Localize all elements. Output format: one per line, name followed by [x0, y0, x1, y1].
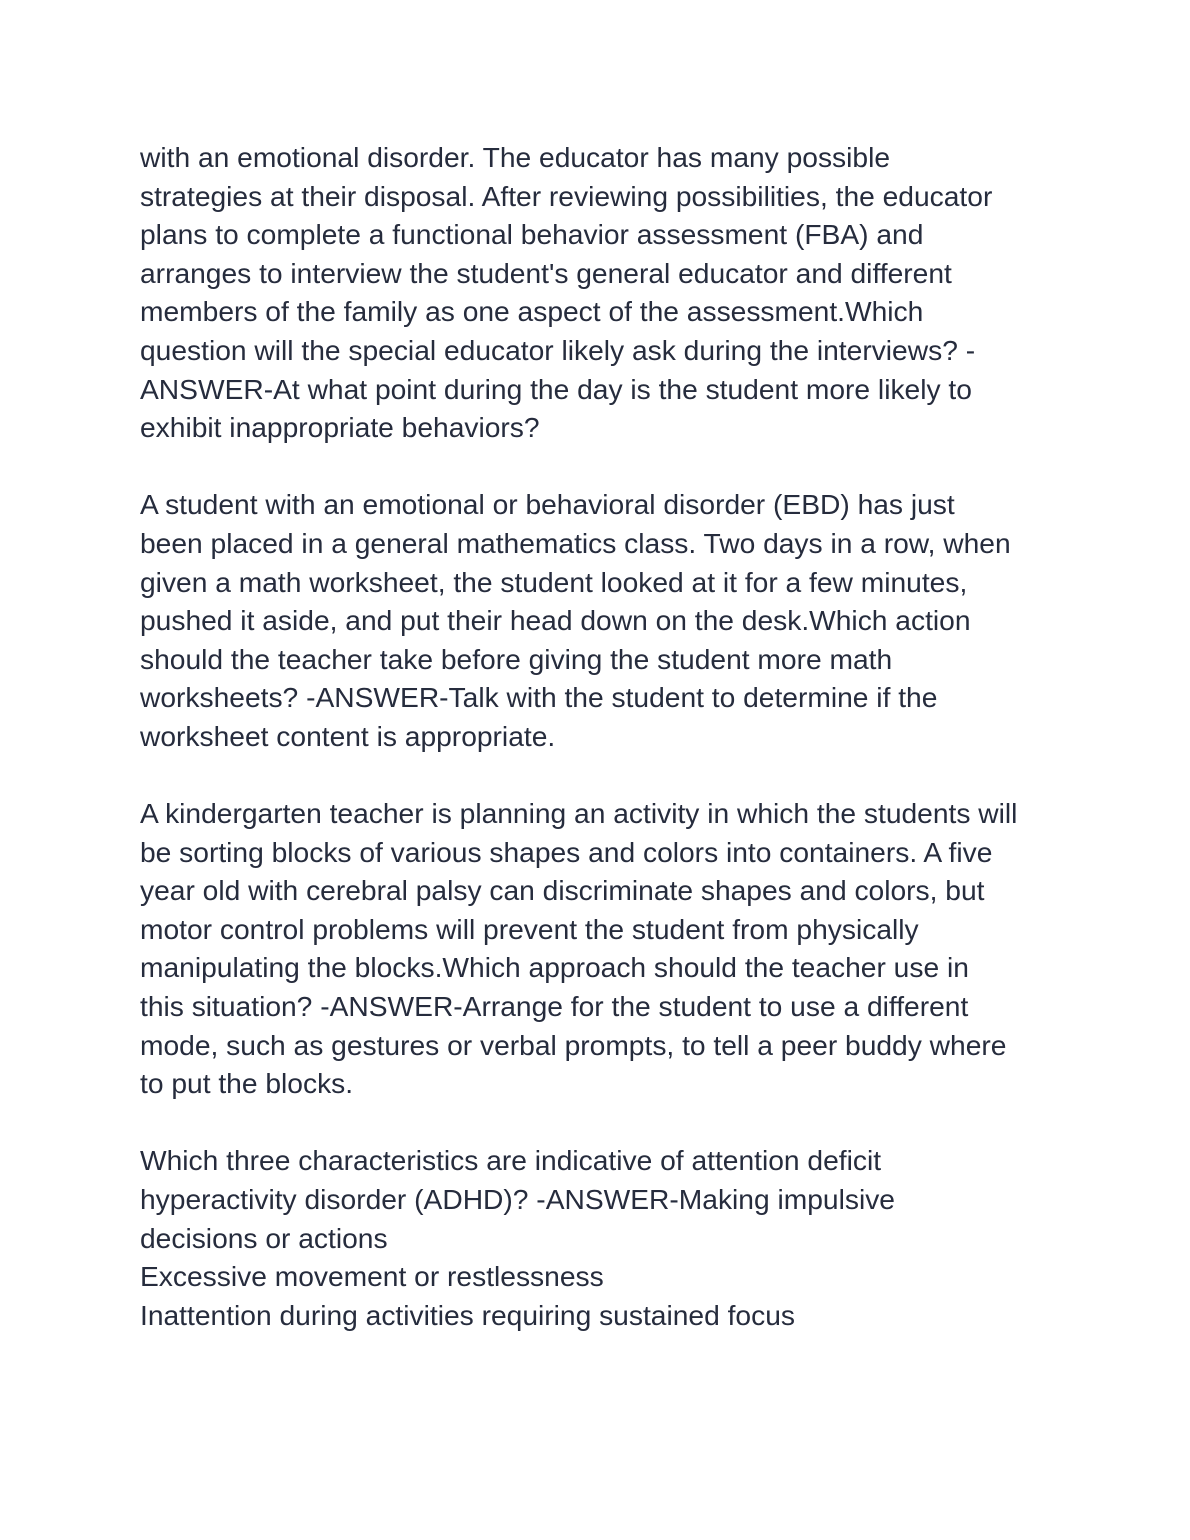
text-line: motor control problems will prevent the student from physically [140, 912, 919, 945]
text-line: to put the blocks. [140, 1067, 354, 1100]
text-line: given a math worksheet, the student looked at it for a few minutes, [140, 565, 968, 598]
text-line: worksheets? -ANSWER-Talk with the student to determine if the [140, 681, 938, 714]
text-line: should the teacher take before giving the student more math [140, 642, 893, 675]
question-block-adhd [140, 1141, 1070, 1334]
text-line: hyperactivity disorder (ADHD)? -ANSWER-Making impulsive [140, 1183, 895, 1216]
text-line: Inattention during activities requiring sustained focus [140, 1298, 795, 1331]
text-line: strategies at their disposal. After reviewing possibilities, the educator [140, 179, 993, 212]
text-line: manipulating the blocks.Which approach should the teacher use in [140, 951, 969, 984]
text-line: arranges to interview the student's general educator and different [140, 256, 952, 289]
text-line: question will the special educator likely ask during the interviews? - [140, 333, 976, 366]
text-line: pushed it aside, and put their head down on the desk.Which action [140, 604, 971, 637]
question-block-fba-interview [140, 138, 1070, 447]
text-line: be sorting blocks of various shapes and colors into containers. A five [140, 835, 993, 868]
text-line: decisions or actions [140, 1221, 388, 1254]
text-line: worksheet content is appropriate. [140, 719, 556, 752]
question-block-cerebral-palsy [140, 794, 1070, 1103]
text-line: with an emotional disorder. The educator has many possible [140, 141, 891, 173]
text-line: members of the family as one aspect of the assessment.Which [140, 295, 924, 328]
text-line: year old with cerebral palsy can discriminate shapes and colors, but [140, 874, 985, 907]
text-line: mode, such as gestures or verbal prompts, to tell a peer buddy where [140, 1028, 1007, 1061]
text-line: Excessive movement or restlessness [140, 1260, 604, 1293]
text-line: A kindergarten teacher is planning an activity in which the students will [140, 797, 1018, 830]
text-line: exhibit inappropriate behaviors? [140, 411, 540, 444]
question-block-ebd-math [140, 485, 1070, 755]
paragraph-spacer [140, 447, 1070, 486]
paragraph-spacer [140, 756, 1070, 795]
text-line: this situation? -ANSWER-Arrange for the student to use a different [140, 990, 969, 1023]
text-line: Which three characteristics are indicative of attention deficit [140, 1144, 882, 1177]
paragraph-spacer [140, 1103, 1070, 1142]
text-line: ANSWER-At what point during the day is the student more likely to [140, 372, 972, 405]
text-line: been placed in a general mathematics class. Two days in a row, when [140, 526, 1011, 559]
document-body [140, 138, 1070, 1334]
text-line: A student with an emotional or behavioral disorder (EBD) has just [140, 488, 955, 521]
text-line: plans to complete a functional behavior assessment (FBA) and [140, 218, 924, 251]
